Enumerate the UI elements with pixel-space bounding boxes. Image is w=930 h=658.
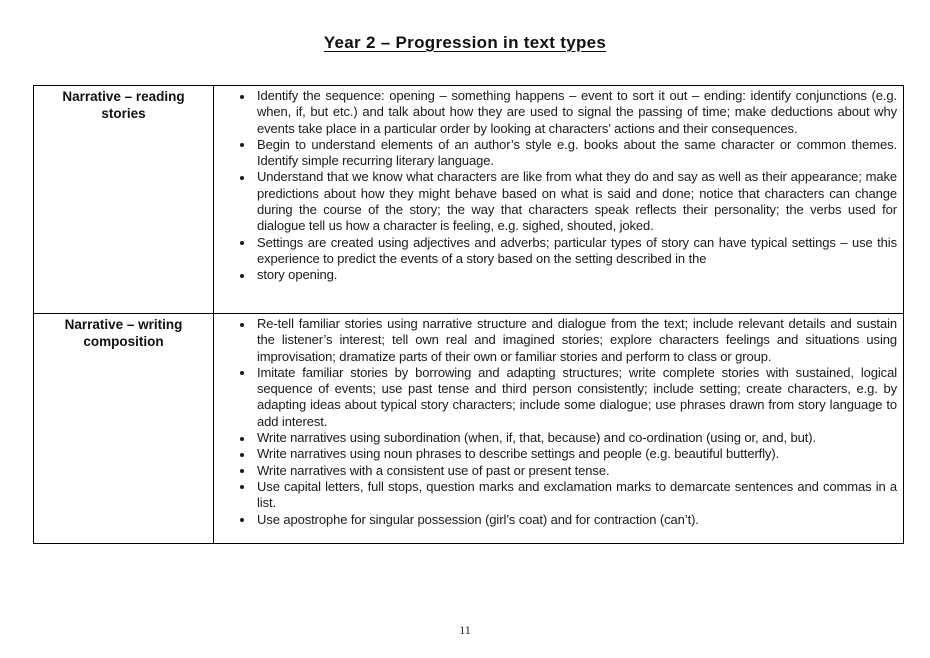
bullet-item: Use apostrophe for singular possession (girl’s coat) and for contraction (can’t). — [257, 512, 897, 528]
bullet-item: Identify the sequence: opening – something happens – event to sort it out – ending: identify conjunctions (e.g. when, if, but etc.) and talk about how they are used to signal the passing of time; make deductions about why events take place in a particular order by looking at characters’ actions and their consequences. — [257, 88, 897, 136]
bullet-item: Begin to understand elements of an author’s style e.g. books about the same character or common themes. Identify simple recurring literary language. — [257, 136, 897, 169]
row-header: Narrative – writing composition — [34, 314, 214, 544]
row-header: Narrative – reading stories — [34, 86, 214, 314]
bullet-item: Write narratives with a consistent use of past or present tense. — [257, 463, 897, 479]
table-row — [34, 86, 904, 314]
progression-table — [33, 85, 904, 544]
bullet-item: Use capital letters, full stops, question marks and exclamation marks to demarcate sentences and commas in a list. — [257, 478, 897, 511]
bullet-list — [214, 316, 897, 528]
bullet-item: Imitate familiar stories by borrowing and adapting structures; write complete stories with sustained, logical sequence of events; use past tense and third person consistently; include setting; create characters, e.g. by adapting ideas about typical story characters; include some dialogue; use phrases drawn from story language to add interest. — [257, 364, 897, 429]
row-content — [214, 86, 904, 314]
bullet-list — [214, 88, 897, 284]
bullet-item: Write narratives using noun phrases to describe settings and people (e.g. beautiful butterfly). — [257, 446, 897, 462]
bullet-item: Write narratives using subordination (when, if, that, because) and co-ordination (using or, and, but). — [257, 430, 897, 446]
bullet-item: Understand that we know what characters are like from what they do and say as well as their appearance; make predictions about how they might behave based on what is said and done; notice that characters can change during the course of the story; the way that characters speak reflects their personality; the verbs used for dialogue tell us how a character is feeling, e.g. sighed, shouted, joked. — [257, 169, 897, 234]
table-row — [34, 314, 904, 544]
bullet-item: Re-tell familiar stories using narrative structure and dialogue from the text; include relevant details and sustain the listener’s interest; tell own real and imagined stories; explore characters feelings and situations using improvisation; dramatize parts of their own or familiar stories and perform to class or group. — [257, 316, 897, 364]
bullet-item: Settings are created using adjectives and adverbs; particular types of story can have typical settings – use this experience to predict the events of a story based on the setting described in the — [257, 234, 897, 266]
page-number: 11 — [459, 623, 471, 637]
bullet-item: story opening. — [257, 267, 897, 283]
row-content — [214, 314, 904, 544]
page-title: Year 2 – Progression in text types — [323, 33, 607, 52]
